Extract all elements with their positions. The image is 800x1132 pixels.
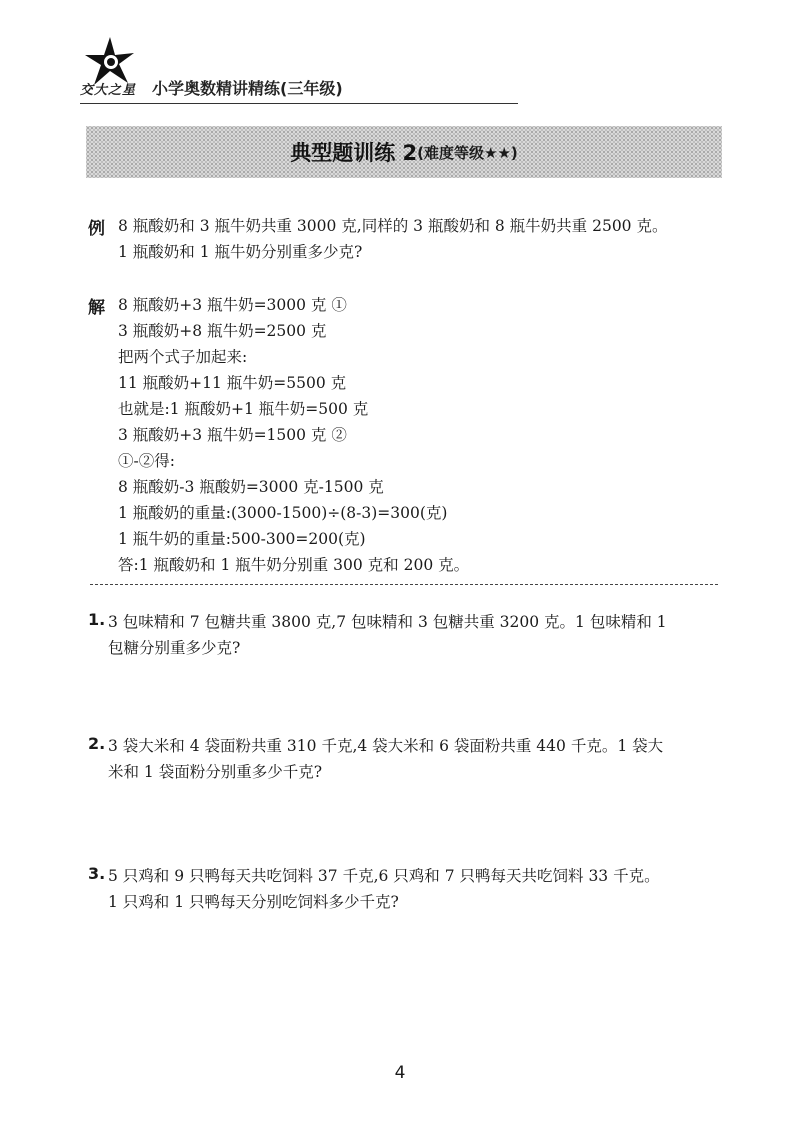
problem-line: 包糖分别重多少克?: [108, 639, 241, 657]
section-banner: [86, 126, 722, 178]
solution-line: 1 瓶酸奶的重量:(3000-1500)÷(8-3)=300(克): [118, 504, 448, 522]
section-title: 典型题训练 2: [290, 141, 418, 165]
answer-line: 答:1 瓶酸奶和 1 瓶牛奶分别重 300 克和 200 克。: [118, 556, 470, 574]
difficulty-label: (难度等级★★): [417, 143, 518, 162]
problem-line: 米和 1 袋面粉分别重多少千克?: [108, 763, 323, 781]
problem-line: 5 只鸡和 9 只鸭每天共吃饲料 37 千克,6 只鸡和 7 只鸭每天共吃饲料 33 千克。: [108, 867, 660, 885]
solution-line: 1 瓶牛奶的重量:500-300=200(克): [118, 530, 366, 548]
solution-line: 11 瓶酸奶+11 瓶牛奶=5500 克: [118, 374, 347, 392]
example-line: 1 瓶酸奶和 1 瓶牛奶分别重多少克?: [118, 243, 363, 261]
solution-line: ①-②得:: [118, 452, 175, 470]
problem-number: 3.: [88, 864, 106, 883]
solution-tag: 解: [88, 298, 105, 318]
page-number: 4: [394, 1063, 406, 1083]
example-line: 8 瓶酸奶和 3 瓶牛奶共重 3000 克,同样的 3 瓶酸奶和 8 瓶牛奶共重 2500 克。: [118, 217, 668, 235]
solution-line: 把两个式子加起来:: [118, 348, 248, 366]
logo-text: 交大之星: [80, 83, 137, 98]
book-title: 小学奥数精讲精练(三年级): [152, 79, 343, 98]
solution-line: 3 瓶酸奶+8 瓶牛奶=2500 克: [118, 322, 327, 340]
header-rule: [80, 103, 518, 104]
problem-line: 1 只鸡和 1 只鸭每天分别吃饲料多少千克?: [108, 893, 399, 911]
solution-line: 8 瓶酸奶+3 瓶牛奶=3000 克 ①: [118, 296, 347, 314]
problem-line: 3 袋大米和 4 袋面粉共重 310 千克,4 袋大米和 6 袋面粉共重 440 千克。1 袋大: [108, 737, 664, 755]
solution-line: 8 瓶酸奶-3 瓶酸奶=3000 克-1500 克: [118, 478, 384, 496]
page-header: [80, 35, 520, 105]
problem-number: 2.: [88, 734, 106, 753]
solution-line: 3 瓶酸奶+3 瓶牛奶=1500 克 ②: [118, 426, 347, 444]
problem-number: 1.: [88, 610, 106, 629]
problem-line: 3 包味精和 7 包糖共重 3800 克,7 包味精和 3 包糖共重 3200 克。1 包味精和 1: [108, 613, 667, 631]
example-tag: 例: [88, 219, 105, 239]
dashed-divider: [90, 584, 718, 585]
solution-line: 也就是:1 瓶酸奶+1 瓶牛奶=500 克: [118, 400, 369, 418]
